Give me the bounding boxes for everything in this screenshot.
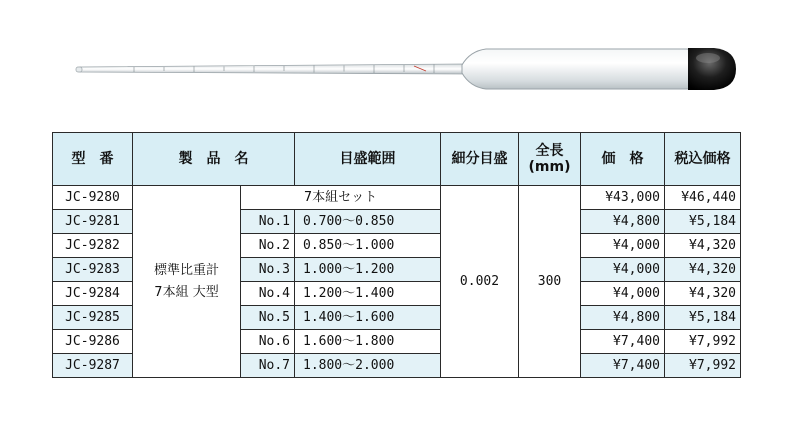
spec-table	[52, 132, 741, 378]
header-product-name: 製 品 名	[133, 133, 295, 186]
hydrometer-image	[74, 38, 738, 100]
scale-range: 1.200～1.400	[295, 282, 441, 306]
product-name-line2: 7本組 大型	[154, 284, 219, 300]
scale-range: 1.000～1.200	[295, 258, 441, 282]
price: ¥7,400	[581, 330, 665, 354]
price-tax: ¥5,184	[665, 210, 741, 234]
header-price-tax: 税込価格	[665, 133, 741, 186]
price-tax: ¥7,992	[665, 330, 741, 354]
scale-range: 1.400～1.600	[295, 306, 441, 330]
model-code: JC-9282	[53, 234, 133, 258]
hydrometer-number: No.1	[241, 210, 295, 234]
header-length	[519, 133, 581, 186]
price: ¥4,800	[581, 306, 665, 330]
hydrometer-number: No.4	[241, 282, 295, 306]
scale-range: 0.850～1.000	[295, 234, 441, 258]
hydrometer-number: No.7	[241, 354, 295, 378]
model-code: JC-9286	[53, 330, 133, 354]
model-code: JC-9287	[53, 354, 133, 378]
set-label: 7本組セット	[241, 186, 441, 210]
price: ¥4,000	[581, 282, 665, 306]
model-code: JC-9280	[53, 186, 133, 210]
price-tax: ¥4,320	[665, 258, 741, 282]
product-name-line1: 標準比重計	[153, 262, 219, 278]
price-tax: ¥5,184	[665, 306, 741, 330]
price-tax: ¥7,992	[665, 354, 741, 378]
price-tax: ¥4,320	[665, 234, 741, 258]
model-code: JC-9281	[53, 210, 133, 234]
price: ¥43,000	[581, 186, 665, 210]
price: ¥7,400	[581, 354, 665, 378]
header-division: 細分目盛	[441, 133, 519, 186]
table-row-set	[53, 186, 741, 210]
price-tax: ¥4,320	[665, 282, 741, 306]
scale-range: 1.800～2.000	[295, 354, 441, 378]
header-scale-range: 目盛範囲	[295, 133, 441, 186]
header-length-line1: 全長	[535, 143, 564, 159]
price: ¥4,800	[581, 210, 665, 234]
scale-range: 1.600～1.800	[295, 330, 441, 354]
hydrometer-number: No.3	[241, 258, 295, 282]
price: ¥4,000	[581, 234, 665, 258]
model-code: JC-9283	[53, 258, 133, 282]
hydrometer-number: No.6	[241, 330, 295, 354]
division-value: 0.002	[441, 186, 519, 378]
length-value: 300	[519, 186, 581, 378]
product-name-cell	[133, 186, 241, 378]
hydrometer-number: No.5	[241, 306, 295, 330]
hydrometer-number: No.2	[241, 234, 295, 258]
header-row	[53, 133, 741, 186]
header-price: 価 格	[581, 133, 665, 186]
header-length-line2: (mm)	[528, 159, 571, 175]
price: ¥4,000	[581, 258, 665, 282]
model-code: JC-9285	[53, 306, 133, 330]
header-model: 型 番	[53, 133, 133, 186]
scale-range: 0.700～0.850	[295, 210, 441, 234]
model-code: JC-9284	[53, 282, 133, 306]
price-tax: ¥46,440	[665, 186, 741, 210]
